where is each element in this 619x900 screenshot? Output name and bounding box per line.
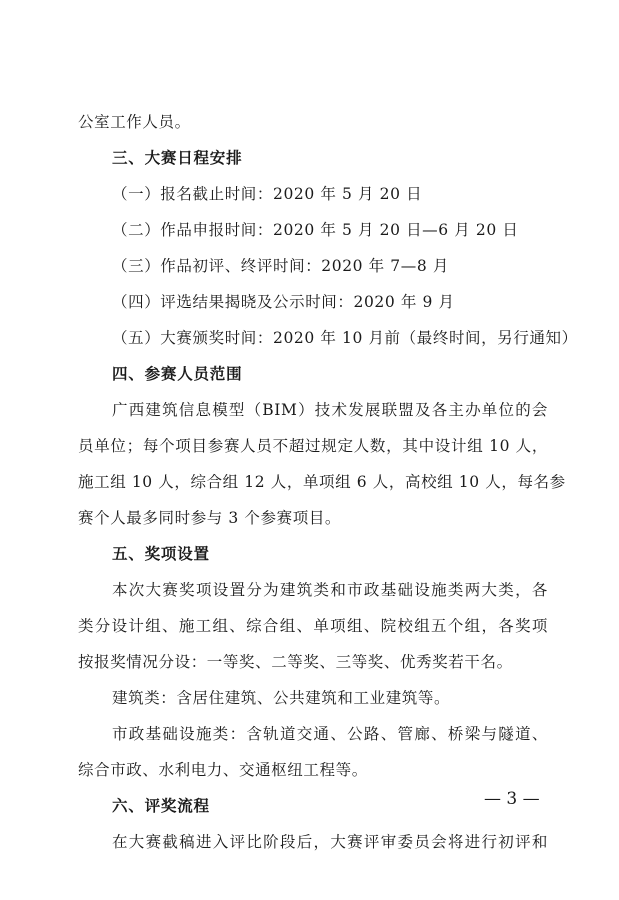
schedule-item-review: （三）作品初评、终评时间：2020 年 7—8 月	[112, 257, 449, 275]
text-line: 公室工作人员。	[78, 113, 191, 131]
paragraph-line: 广西建筑信息模型（BIM）技术发展联盟及各主办单位的会	[112, 401, 548, 419]
paragraph-line: 按报奖情况分设：一等奖、二等奖、三等奖、优秀奖若干名。	[78, 653, 513, 671]
paragraph-line: 建筑类：含居住建筑、公共建筑和工业建筑等。	[112, 689, 451, 707]
paragraph-line: 市政基础设施类：含轨道交通、公路、管廊、桥梁与隧道、	[112, 725, 548, 743]
section-heading-participants: 四、参赛人员范围	[112, 365, 243, 383]
section-heading-schedule: 三、大赛日程安排	[112, 149, 243, 167]
schedule-item-submission: （二）作品申报时间：2020 年 5 月 20 日—6 月 20 日	[112, 221, 519, 239]
paragraph-line: 本次大赛奖项设置分为建筑类和市政基础设施类两大类，各	[112, 581, 548, 599]
paragraph-line: 综合市政、水利电力、交通枢纽工程等。	[78, 761, 368, 779]
schedule-item-registration: （一）报名截止时间：2020 年 5 月 20 日	[112, 185, 423, 203]
paragraph-line: 施工组 10 人，综合组 12 人，单项组 6 人，高校组 10 人，每名参	[78, 473, 566, 491]
paragraph-line: 在大赛截稿进入评比阶段后，大赛评审委员会将进行初评和	[112, 833, 548, 851]
schedule-item-results: （四）评选结果揭晓及公示时间：2020 年 9 月	[112, 293, 455, 311]
section-heading-awards: 五、奖项设置	[112, 545, 210, 563]
paragraph-line: 类分设计组、施工组、综合组、单项组、院校组五个组，各奖项	[78, 617, 548, 635]
section-heading-process: 六、评奖流程	[112, 797, 210, 815]
paragraph-line: 员单位；每个项目参赛人员不超过规定人数，其中设计组 10 人，	[78, 437, 548, 455]
page-number: — 3 —	[484, 789, 540, 809]
paragraph-line: 赛个人最多同时参与 3 个参赛项目。	[78, 509, 342, 527]
schedule-item-awards: （五）大赛颁奖时间：2020 年 10 月前（最终时间，另行通知）	[112, 329, 578, 347]
